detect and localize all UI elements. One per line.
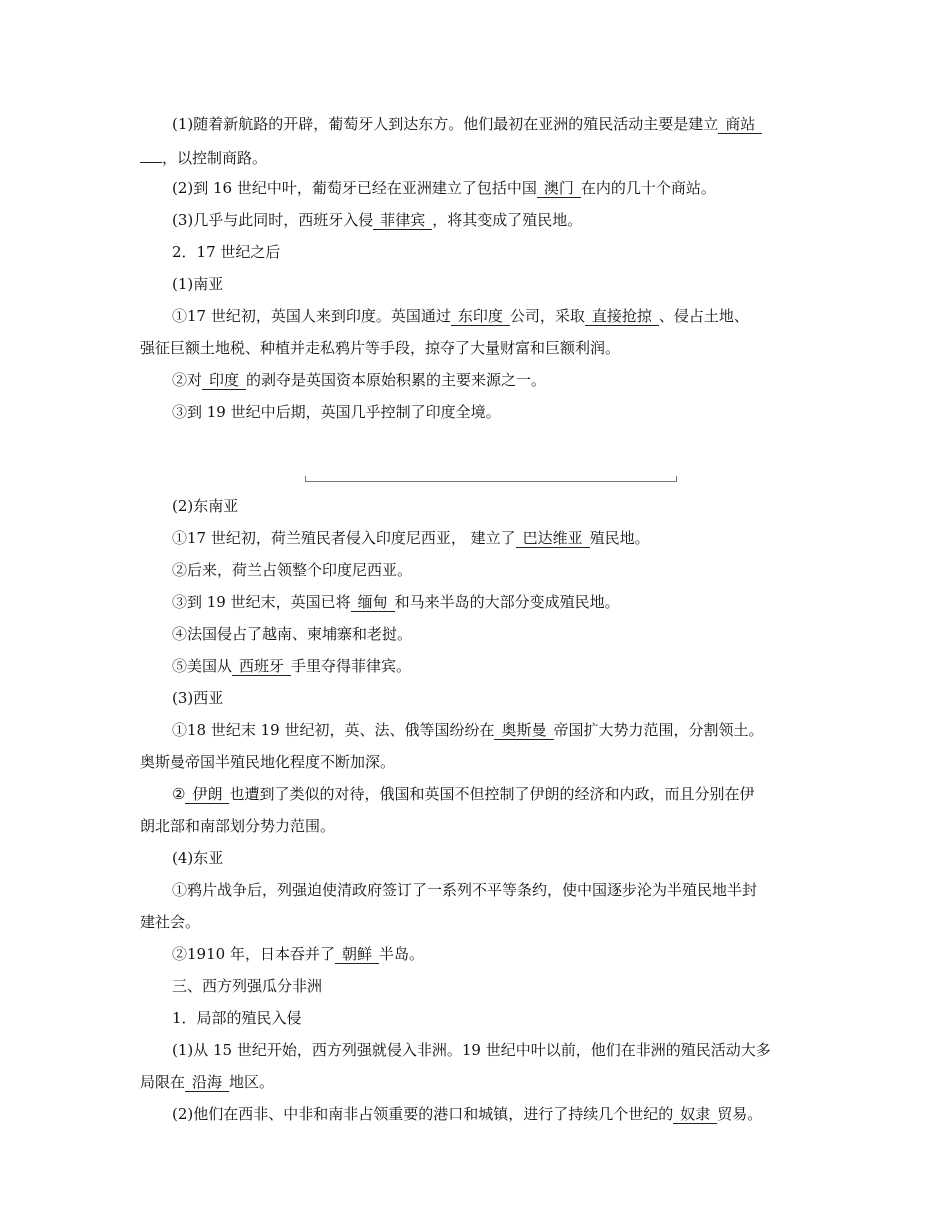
line-text: 奥斯曼帝国半殖民地化程度不断加深。: [140, 753, 396, 771]
text-line: [172, 880, 757, 900]
line-text: 地区。: [229, 1073, 275, 1091]
line-text: 公司，采取: [509, 307, 585, 325]
text-line: [140, 338, 620, 358]
line-text: (1)从 15 世纪开始，西方列强就侵入非洲。19 世纪中叶以前，他们在非洲的殖民活动大多: [172, 1041, 771, 1059]
text-line: [172, 784, 754, 804]
answer-blank: 东印度: [451, 307, 510, 326]
text-line: [172, 720, 764, 740]
line-text: 也遭到了类似的对待，俄国和英国不但控制了伊朗的经济和内政，而且分别在伊: [229, 785, 755, 803]
heading-text: 三、西方列强瓜分非洲: [172, 977, 323, 995]
line-text: (2)到 16 世纪中叶，葡萄牙已经在亚洲建立了包括中国: [172, 179, 537, 197]
line-text: 手里夺得菲律宾。: [291, 657, 412, 675]
text-line: [140, 912, 200, 932]
line-text: 局限在: [140, 1073, 186, 1091]
heading-text: 2．17 世纪之后: [172, 243, 281, 261]
section-divider: [305, 476, 677, 482]
heading-text: (4)东亚: [172, 849, 224, 867]
answer-blank: 朝鲜: [335, 945, 379, 964]
text-line: [172, 402, 501, 422]
line-text: (2)他们在西非、中非和南非占领重要的港口和城镇，进行了持续几个世纪的: [172, 1105, 674, 1123]
text-line: [140, 1072, 274, 1092]
text-line: [172, 592, 620, 612]
text-line: [172, 1040, 771, 1060]
heading-text: (3)西亚: [172, 689, 224, 707]
line-text: 半岛。: [378, 945, 424, 963]
heading-text: (2)东南亚: [172, 497, 239, 515]
heading-text: (1)南亚: [172, 275, 224, 293]
line-text: 帝国扩大势力范围，分割领土。: [553, 721, 764, 739]
line-text: 建社会。: [140, 913, 201, 931]
line-text: ，以控制商路。: [162, 149, 268, 167]
answer-blank: 西班牙: [232, 657, 291, 676]
line-text: 、侵占土地、: [658, 307, 749, 325]
line-text: 在内的几十个商站。: [580, 179, 716, 197]
line-text: ②对: [172, 371, 203, 389]
line-text: 朗北部和南部划分势力范围。: [140, 817, 336, 835]
answer-blank: 澳门: [537, 179, 581, 198]
text-line: [172, 560, 412, 580]
answer-blank: 沿海: [185, 1073, 229, 1092]
text-line: [172, 624, 412, 644]
line-text: 和马来半岛的大部分变成殖民地。: [394, 593, 620, 611]
text-line: [172, 370, 546, 390]
answer-blank: 直接抢掠: [585, 307, 659, 326]
line-text: ③到 19 世纪末，英国已将: [172, 593, 351, 611]
text-line: [172, 306, 749, 326]
text-line: [172, 656, 411, 676]
answer-blank: 奴隶: [673, 1105, 717, 1124]
line-text: ⑤美国从: [172, 657, 233, 675]
text-line: [172, 210, 582, 230]
line-text: ②1910 年，日本吞并了: [172, 945, 335, 963]
section-heading: [172, 1008, 302, 1028]
subsection-heading: [172, 848, 223, 868]
section-heading: [172, 242, 280, 262]
text-line: [140, 146, 267, 168]
line-text: ①17 世纪初，英国人来到印度。英国通过: [172, 307, 451, 325]
line-text: ④法国侵占了越南、柬埔寨和老挝。: [172, 625, 413, 643]
text-line: [172, 1104, 762, 1124]
text-line: [140, 752, 395, 772]
subsection-heading: [172, 688, 223, 708]
section-heading: [172, 976, 322, 996]
answer-blank: 商站: [718, 115, 762, 134]
answer-blank-tail: [140, 146, 162, 163]
answer-blank: 印度: [202, 371, 246, 390]
subsection-heading: [172, 496, 238, 516]
line-text: ①17 世纪初，荷兰殖民者侵入印度尼西亚， 建立了: [172, 529, 516, 547]
line-text: (1)随着新航路的开辟，葡萄牙人到达东方。他们最初在亚洲的殖民活动主要是建立: [172, 115, 719, 133]
answer-blank: 菲律宾: [373, 211, 432, 230]
line-text: ②: [172, 785, 186, 803]
line-text: ，将其变成了殖民地。: [432, 211, 583, 229]
line-text: 殖民地。: [589, 529, 650, 547]
answer-blank: 伊朗: [185, 785, 229, 804]
line-text: 强征巨额土地税、种植并走私鸦片等手段，掠夺了大量财富和巨额利润。: [140, 339, 621, 357]
line-text: ②后来，荷兰占领整个印度尼西亚。: [172, 561, 413, 579]
line-text: ③到 19 世纪中后期，英国几乎控制了印度全境。: [172, 403, 501, 421]
text-line: [140, 816, 335, 836]
line-text: 贸易。: [717, 1105, 763, 1123]
line-text: (3)几乎与此同时，西班牙入侵: [172, 211, 374, 229]
text-line: [172, 528, 650, 548]
text-line: [172, 944, 424, 964]
line-text: ①鸦片战争后，列强迫使清政府签订了一系列不平等条约，使中国逐步沦为半殖民地半封: [172, 881, 758, 899]
subsection-heading: [172, 274, 223, 294]
text-line: [172, 178, 716, 198]
line-text: ①18 世纪末 19 世纪初，英、法、俄等国纷纷在: [172, 721, 495, 739]
answer-blank: 缅甸: [351, 593, 395, 612]
line-text: 的剥夺是英国资本原始积累的主要来源之一。: [246, 371, 547, 389]
answer-blank: 奥斯曼: [494, 721, 553, 740]
heading-text: 1．局部的殖民入侵: [172, 1009, 302, 1027]
answer-blank: 巴达维亚: [516, 529, 590, 548]
text-line: [172, 114, 762, 134]
